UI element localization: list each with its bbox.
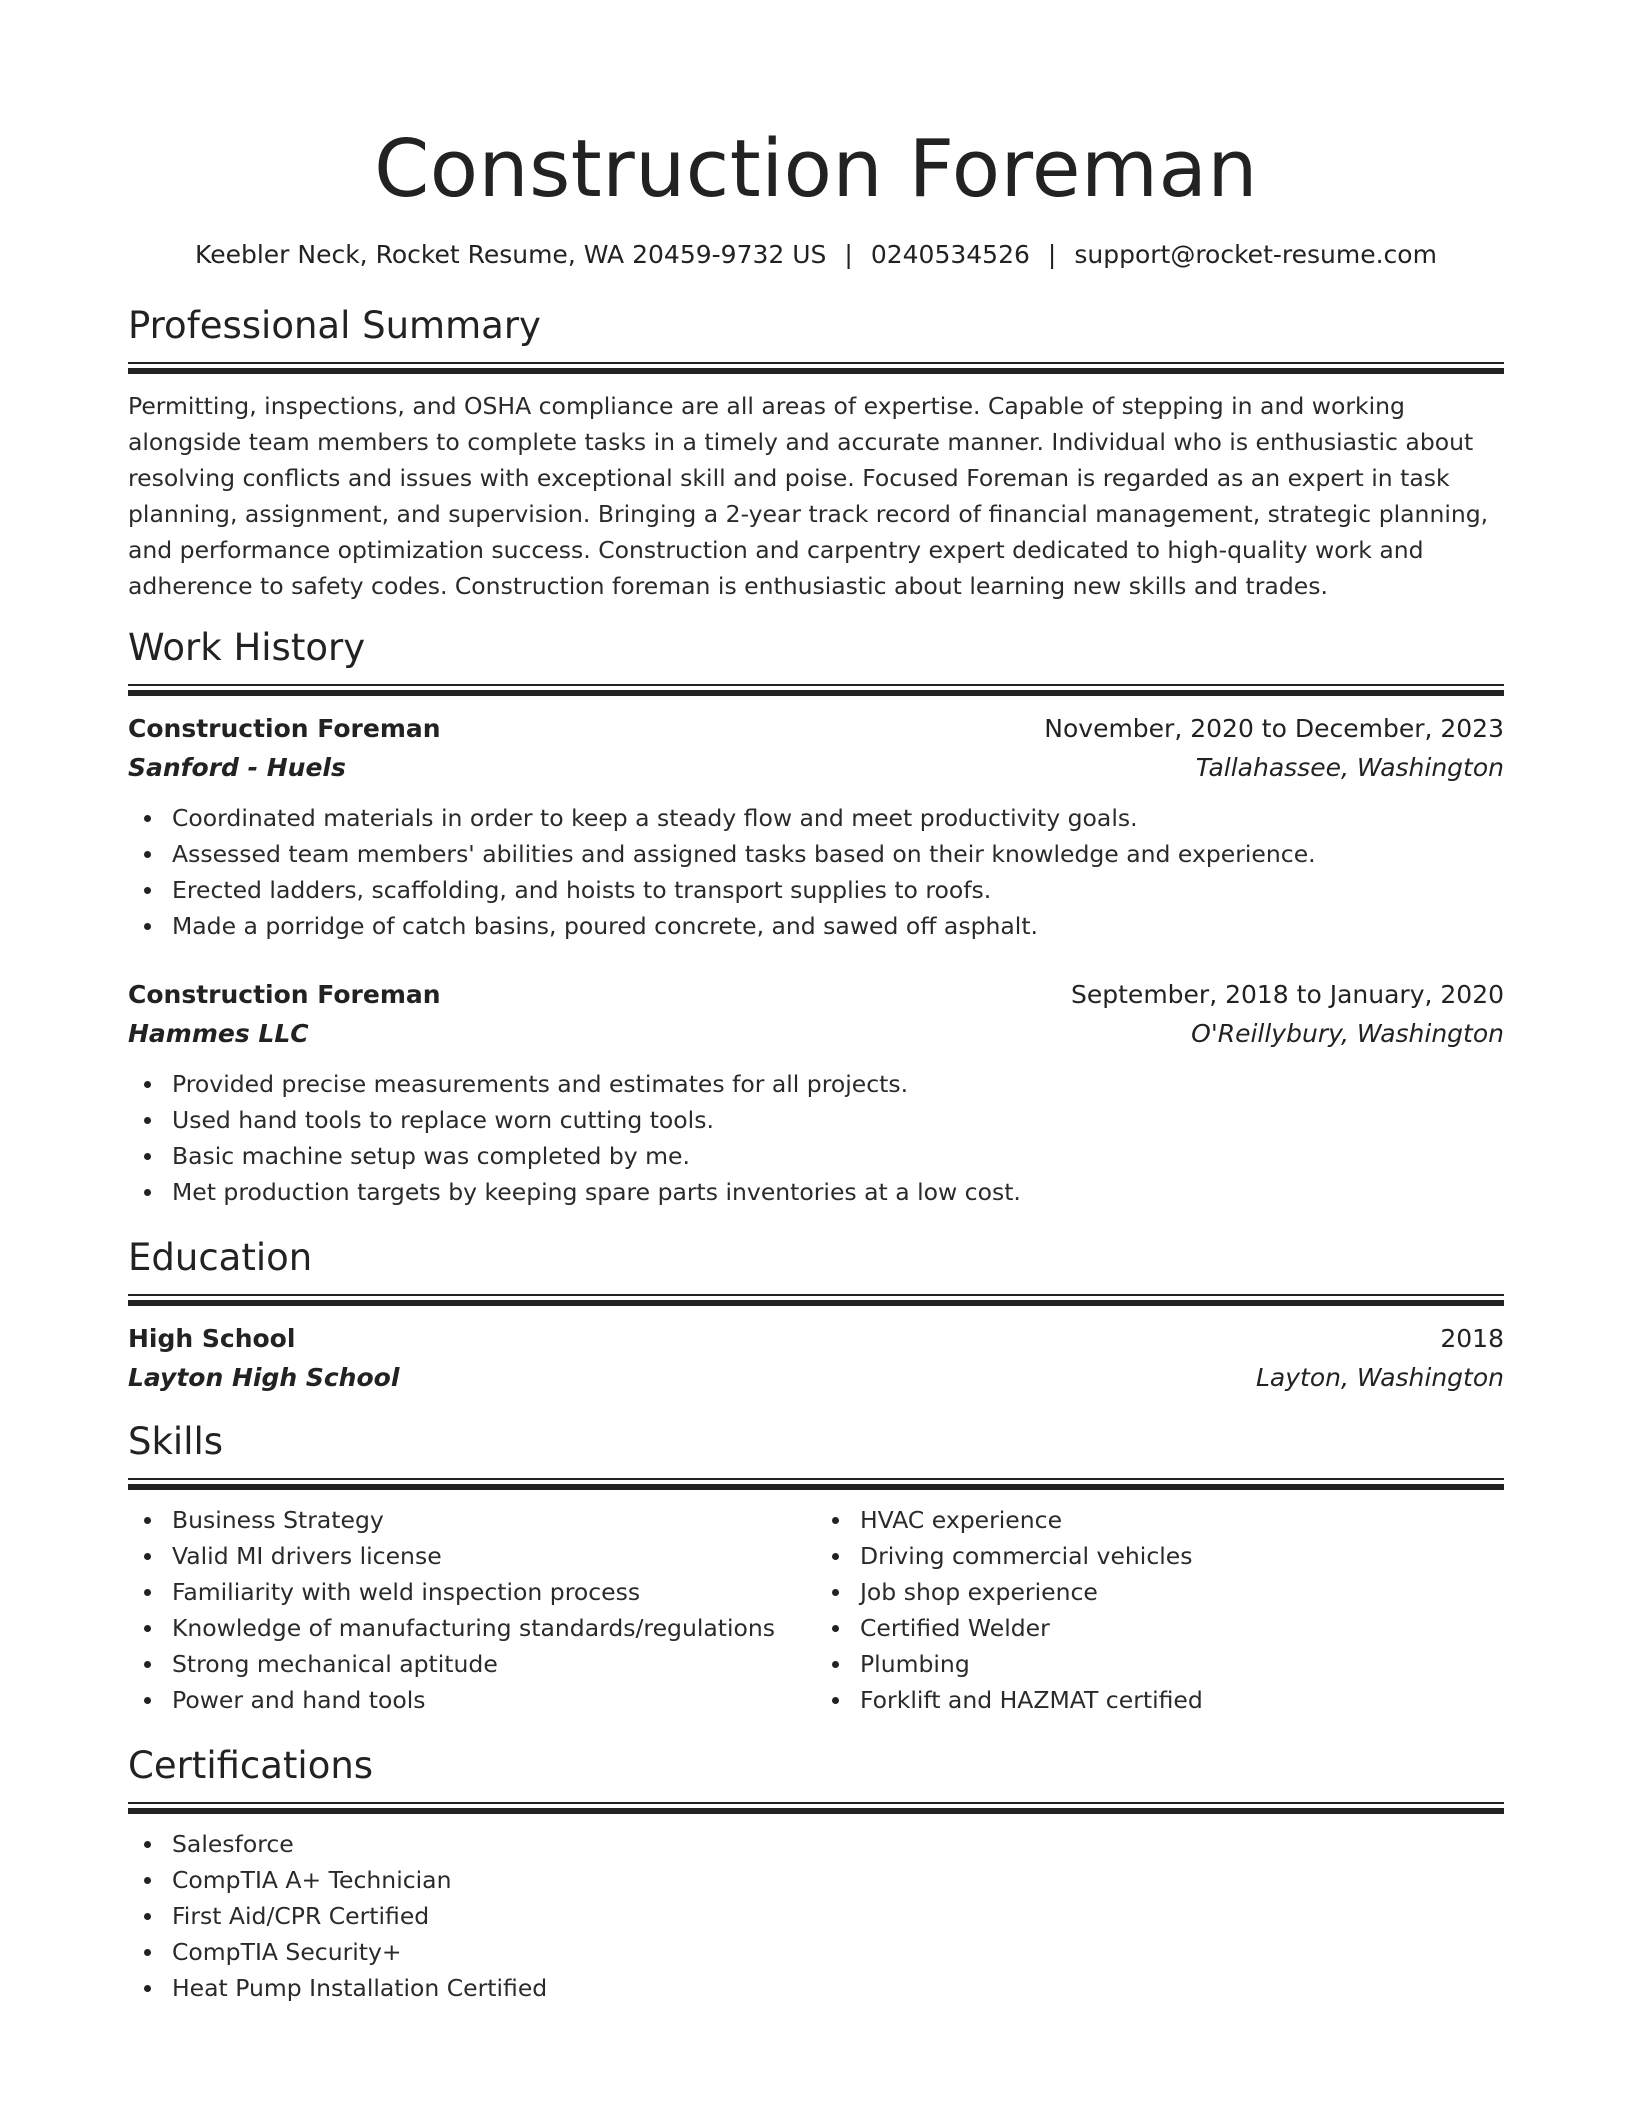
skills-section	[128, 1418, 1504, 1718]
job-location: Tallahassee, Washington	[1195, 753, 1504, 782]
list-item: Assessed team members' abilities and assigned tasks based on their knowledge and experience.	[172, 836, 1504, 872]
summary-text: Permitting, inspections, and OSHA compliance are all areas of expertise. Capable of stepping in and working alongside team members to complete tasks in a timely and accurate manner. Individual who is enthusiastic about resolving conflicts and issues with exceptional skill and poise. Focused Foreman is regarded as an expert in task planning, assignment, and supervision. Bringing a 2-year track record of financial management, strategic planning, and performance optimization success. Construction and carpentry expert dedicated to high-quality work and adherence to safety codes. Construction foreman is enthusiastic about learning new skills and trades.	[128, 392, 1489, 600]
contact-separator: |	[844, 240, 853, 269]
list-item: Provided precise measurements and estimates for all projects.	[172, 1066, 1504, 1102]
education-section	[128, 1234, 1504, 1398]
section-rule	[128, 1802, 1504, 1814]
list-item: Driving commercial vehicles	[860, 1538, 1504, 1574]
job-entry	[128, 710, 1504, 944]
section-rule	[128, 1478, 1504, 1490]
list-item: Basic machine setup was completed by me.	[172, 1138, 1504, 1174]
list-item: Met production targets by keeping spare parts inventories at a low cost.	[172, 1174, 1504, 1210]
education-entry	[128, 1320, 1504, 1398]
list-item: Business Strategy	[172, 1502, 816, 1538]
list-item: Made a porridge of catch basins, poured concrete, and sawed off asphalt.	[172, 908, 1504, 944]
contact-phone: 0240534526	[870, 240, 1030, 269]
job-title: Construction Foreman	[128, 980, 441, 1009]
resume-name: Construction Foreman	[374, 123, 1258, 215]
education-location: Layton, Washington	[1255, 1363, 1504, 1392]
skills-column-left	[128, 1490, 816, 1718]
section-title-certifications: Certifications	[128, 1744, 374, 1787]
list-item: Strong mechanical aptitude	[172, 1646, 816, 1682]
list-item: CompTIA Security+	[172, 1934, 1504, 1970]
certifications-list	[128, 1826, 1504, 2006]
section-title-work: Work History	[128, 626, 366, 669]
contact-address: Keebler Neck, Rocket Resume, WA 20459-9732 US	[195, 240, 827, 269]
list-item: Power and hand tools	[172, 1682, 816, 1718]
section-rule	[128, 362, 1504, 374]
job-bullets	[128, 1066, 1504, 1210]
skills-list	[816, 1502, 1504, 1718]
section-title-education: Education	[128, 1236, 313, 1279]
section-title-summary: Professional Summary	[128, 304, 541, 347]
section-rule	[128, 684, 1504, 696]
job-bullets	[128, 800, 1504, 944]
job-dates: November, 2020 to December, 2023	[1044, 714, 1504, 743]
education-degree: High School	[128, 1324, 296, 1353]
skills-list	[128, 1502, 816, 1718]
work-history-section	[128, 624, 1504, 1210]
list-item: Coordinated materials in order to keep a steady flow and meet productivity goals.	[172, 800, 1504, 836]
skills-column-right	[816, 1490, 1504, 1718]
list-item: Used hand tools to replace worn cutting tools.	[172, 1102, 1504, 1138]
contact-email: support@rocket-resume.com	[1074, 240, 1437, 269]
list-item: CompTIA A+ Technician	[172, 1862, 1504, 1898]
list-item: Knowledge of manufacturing standards/regulations	[172, 1610, 816, 1646]
skills-grid	[128, 1490, 1504, 1718]
contact-line	[128, 238, 1504, 272]
job-entry	[128, 976, 1504, 1210]
certifications-section	[128, 1742, 1504, 2006]
job-location: O'Reillybury, Washington	[1191, 1019, 1504, 1048]
list-item: Plumbing	[860, 1646, 1504, 1682]
list-item: Valid MI drivers license	[172, 1538, 816, 1574]
summary-section	[128, 302, 1504, 604]
list-item: Forklift and HAZMAT certified	[860, 1682, 1504, 1718]
list-item: Erected ladders, scaffolding, and hoists to transport supplies to roofs.	[172, 872, 1504, 908]
job-company: Sanford - Huels	[128, 753, 346, 782]
section-rule	[128, 1294, 1504, 1306]
list-item: Salesforce	[172, 1826, 1504, 1862]
list-item: Heat Pump Installation Certified	[172, 1970, 1504, 2006]
list-item: HVAC experience	[860, 1502, 1504, 1538]
contact-separator: |	[1047, 240, 1057, 269]
list-item: First Aid/CPR Certified	[172, 1898, 1504, 1934]
job-dates: September, 2018 to January, 2020	[1071, 980, 1504, 1009]
list-item: Familiarity with weld inspection process	[172, 1574, 816, 1610]
list-item: Job shop experience	[860, 1574, 1504, 1610]
job-company: Hammes LLC	[128, 1019, 309, 1048]
job-title: Construction Foreman	[128, 714, 441, 743]
list-item: Certified Welder	[860, 1610, 1504, 1646]
education-year: 2018	[1440, 1324, 1504, 1353]
section-title-skills: Skills	[128, 1420, 224, 1463]
education-school: Layton High School	[128, 1363, 400, 1392]
